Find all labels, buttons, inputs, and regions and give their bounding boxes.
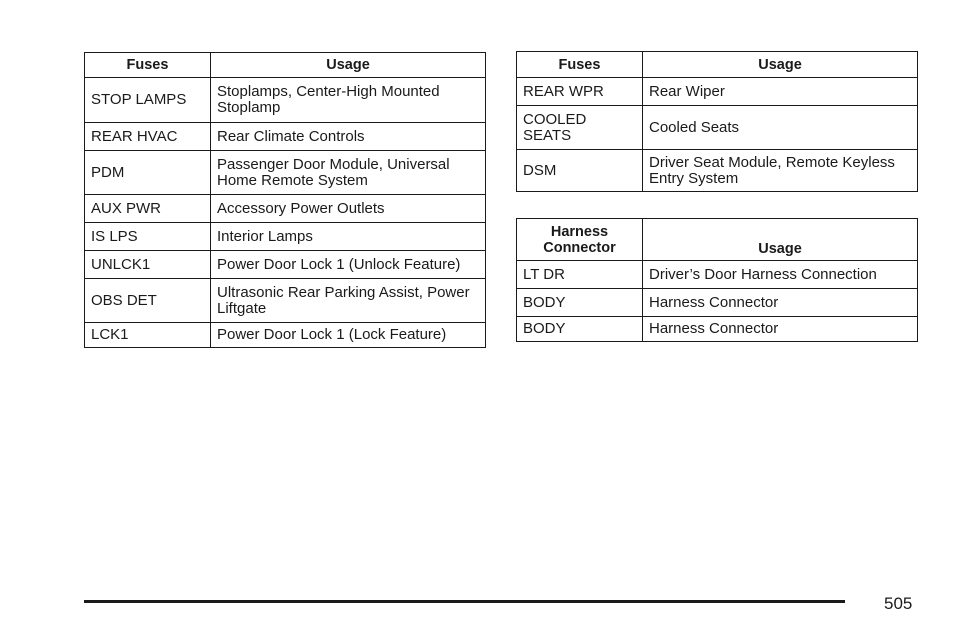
table-row [85, 223, 486, 251]
fuse-table-left [84, 52, 486, 348]
fuse-usage: Rear Wiper [643, 78, 918, 106]
table-header-row [517, 219, 918, 261]
fuse-name: PDM [85, 151, 211, 195]
fuse-usage: Driver Seat Module, Remote Keyless Entry System [643, 150, 918, 192]
footer-rule [84, 600, 845, 603]
fuse-name: LCK1 [85, 323, 211, 348]
fuse-usage: Power Door Lock 1 (Lock Feature) [211, 323, 486, 348]
fuse-name: STOP LAMPS [85, 78, 211, 123]
table-row [85, 151, 486, 195]
fuse-usage: Power Door Lock 1 (Unlock Feature) [211, 251, 486, 279]
table-row [517, 289, 918, 317]
fuse-name: REAR WPR [517, 78, 643, 106]
table-row [517, 317, 918, 342]
table-row [85, 251, 486, 279]
column-header-usage: Usage [211, 53, 486, 78]
column-header-usage: Usage [643, 52, 918, 78]
table-row [517, 106, 918, 150]
table-row [85, 123, 486, 151]
fuse-usage: Ultrasonic Rear Parking Assist, Power Liftgate [211, 279, 486, 323]
fuse-usage: Accessory Power Outlets [211, 195, 486, 223]
column-header-harness-connector: Harness Connector [517, 219, 643, 261]
fuse-usage: Rear Climate Controls [211, 123, 486, 151]
fuse-usage: Cooled Seats [643, 106, 918, 150]
table-header-row [85, 53, 486, 78]
fuse-name: IS LPS [85, 223, 211, 251]
connector-name: LT DR [517, 261, 643, 289]
fuse-name: OBS DET [85, 279, 211, 323]
table-row [85, 323, 486, 348]
connector-name: BODY [517, 289, 643, 317]
fuse-usage: Passenger Door Module, Universal Home Remote System [211, 151, 486, 195]
table-row [517, 150, 918, 192]
table-row [517, 261, 918, 289]
fuse-name: REAR HVAC [85, 123, 211, 151]
fuse-name: UNLCK1 [85, 251, 211, 279]
fuse-usage: Interior Lamps [211, 223, 486, 251]
fuse-usage: Stoplamps, Center-High Mounted Stoplamp [211, 78, 486, 123]
table-row [85, 279, 486, 323]
connector-name: BODY [517, 317, 643, 342]
table-row [85, 78, 486, 123]
connector-usage: Harness Connector [643, 289, 918, 317]
connector-usage: Driver’s Door Harness Connection [643, 261, 918, 289]
column-header-usage: Usage [643, 219, 918, 261]
fuse-name: DSM [517, 150, 643, 192]
page-number: 505 [884, 594, 913, 613]
harness-connector-table [516, 218, 918, 342]
table-row [85, 195, 486, 223]
fuse-table-right [516, 51, 918, 192]
table-row [517, 78, 918, 106]
fuse-name: COOLED SEATS [517, 106, 643, 150]
table-header-row [517, 52, 918, 78]
fuse-name: AUX PWR [85, 195, 211, 223]
column-header-fuses: Fuses [85, 53, 211, 78]
column-header-fuses: Fuses [517, 52, 643, 78]
connector-usage: Harness Connector [643, 317, 918, 342]
